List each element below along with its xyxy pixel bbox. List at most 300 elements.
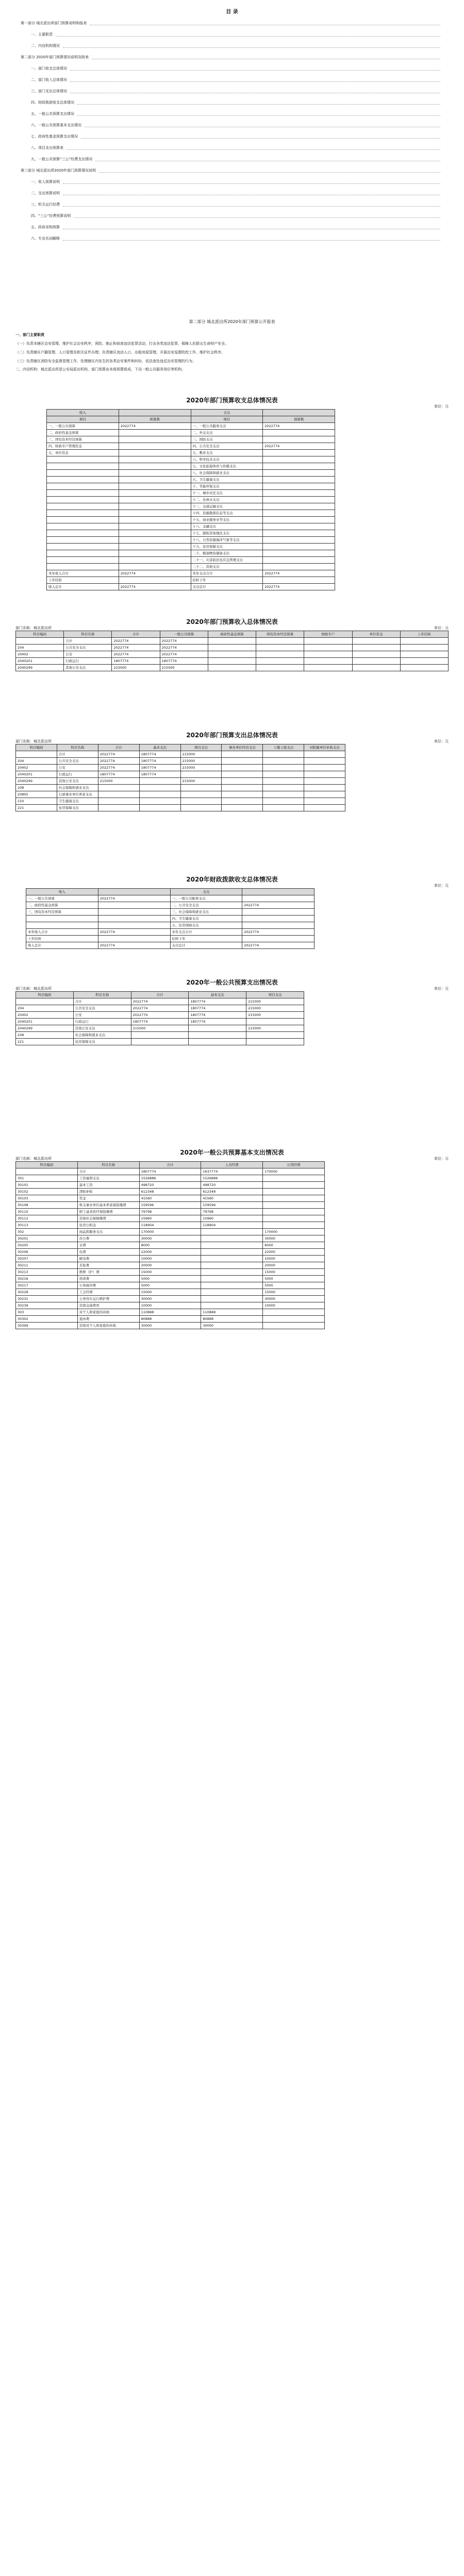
table-cell: 其他公安支出 — [73, 1025, 131, 1031]
column-header: 科目名称 — [64, 631, 112, 637]
table-cell: 5000 — [139, 1275, 201, 1282]
table-row — [16, 1322, 325, 1329]
table-cell — [201, 1282, 263, 1289]
table-cell — [256, 657, 304, 664]
table-cell: 2022774 — [160, 637, 208, 644]
table-row — [16, 1289, 325, 1295]
table2-title: 2020年部门预算收入总体情况表 — [186, 618, 278, 625]
table-row — [47, 516, 335, 523]
table-cell: 210 — [16, 798, 57, 804]
table-cell: 1526886 — [201, 1175, 263, 1181]
table-cell — [263, 751, 304, 757]
table-cell — [304, 637, 352, 644]
table-cell: 二、政府性基金预算 — [47, 429, 119, 436]
table3 — [15, 744, 345, 811]
table-cell — [47, 516, 119, 523]
table-cell: 卫生健康支出 — [57, 798, 98, 804]
toc-list — [21, 18, 443, 244]
table-row — [26, 922, 314, 928]
table-cell — [242, 908, 314, 915]
table-cell — [263, 1208, 325, 1215]
table-cell: 退休费 — [77, 1315, 139, 1322]
table-cell: 2040299 — [16, 1025, 74, 1031]
table-row — [47, 563, 335, 570]
table1-block — [15, 397, 449, 590]
table-cell — [263, 757, 304, 764]
table-cell — [208, 651, 256, 657]
table-cell: 三、国有资本经营预算 — [26, 908, 98, 915]
table-cell — [246, 1018, 304, 1025]
table-cell: 公务接待费 — [77, 1282, 139, 1289]
toc-item-label: 二、支出预算说明 — [31, 191, 60, 195]
table-cell: 工资福利支出 — [77, 1175, 139, 1181]
table-cell — [139, 798, 180, 804]
table-cell — [119, 483, 191, 489]
table-cell — [201, 1302, 263, 1309]
table-cell: 1807774 — [112, 657, 160, 664]
table-cell: 2022774 — [119, 570, 191, 577]
table5-dept: 部门名称：城北派出所 — [15, 987, 52, 991]
table-cell — [201, 1248, 263, 1255]
table-cell — [189, 1025, 246, 1031]
table-cell: 30205 — [16, 1242, 78, 1248]
column-header: 国有资本经营预算 — [256, 631, 304, 637]
table-cell: 一、一般公共服务支出 — [170, 895, 242, 902]
table-cell: 本年收入合计 — [47, 570, 119, 577]
table-cell: 20000 — [263, 1262, 325, 1268]
column-header: 科目编码 — [16, 1161, 78, 1168]
table-cell — [201, 1255, 263, 1262]
table-cell: 118904 — [201, 1222, 263, 1228]
table-header-row — [16, 744, 345, 751]
table-cell — [263, 489, 335, 496]
table-cell — [16, 1168, 78, 1175]
table-cell: 215000 — [246, 1005, 304, 1011]
toc-item[interactable] — [21, 210, 443, 222]
table-cell: 20805 — [16, 791, 57, 798]
table-row — [47, 530, 335, 536]
toc-item-label: 二、部门收入总体情况 — [31, 77, 67, 82]
table-cell: 商品和服务支出 — [77, 1228, 139, 1235]
column-header — [242, 888, 314, 895]
table-cell — [119, 577, 191, 583]
table-cell — [263, 1222, 325, 1228]
toc-item[interactable] — [21, 52, 443, 63]
table-cell: 十四、资源勘探信息等支出 — [191, 510, 263, 516]
table6 — [15, 1161, 325, 1329]
table-cell — [352, 657, 400, 664]
table-cell: 118904 — [139, 1222, 201, 1228]
table-cell: 8000 — [263, 1242, 325, 1248]
table-cell — [256, 644, 304, 651]
table-cell — [98, 922, 170, 928]
table-cell — [47, 563, 119, 570]
table-cell — [180, 804, 222, 811]
column-header: 上年结转 — [400, 631, 448, 637]
table-cell: 30201 — [16, 1235, 78, 1242]
table-row — [26, 942, 314, 948]
toc-item[interactable] — [21, 97, 443, 108]
table-cell: 2022774 — [131, 998, 189, 1005]
table-cell — [246, 1031, 304, 1038]
table-cell: 30000 — [263, 1235, 325, 1242]
table-cell — [119, 443, 191, 449]
table-header-row — [47, 416, 335, 422]
paragraph: 二、内设机构：城北派出所是公安局派出机构，部门预算由本级预算组成，下设一般公共服务岗位等机构。 — [15, 367, 185, 372]
table-cell: 一、一般公共预算 — [47, 422, 119, 429]
table-cell: 2040299 — [16, 664, 64, 671]
table-cell — [222, 771, 263, 777]
toc-item[interactable] — [21, 40, 443, 52]
table-cell — [26, 915, 98, 922]
table-cell: 培训费 — [77, 1275, 139, 1282]
toc-item[interactable] — [21, 108, 443, 120]
toc-item-label: 五、一般公共预算支出情况 — [31, 111, 74, 116]
table-cell: 合计 — [64, 637, 112, 644]
table-cell — [352, 637, 400, 644]
table-cell — [47, 456, 119, 463]
table-row — [47, 496, 335, 503]
toc-item[interactable] — [21, 120, 443, 131]
table-cell: 公安 — [57, 764, 98, 771]
table-cell: 1807774 — [139, 1168, 201, 1175]
table-cell: 2022774 — [263, 570, 335, 577]
table-cell: 204 — [16, 644, 64, 651]
table-cell — [263, 1215, 325, 1222]
toc-item[interactable] — [21, 86, 443, 97]
table-cell: 215000 — [246, 1025, 304, 1031]
toc-item[interactable] — [21, 233, 443, 244]
table-cell — [263, 510, 335, 516]
table-cell: 15000 — [139, 1289, 201, 1295]
toc-item[interactable] — [21, 199, 443, 210]
table-row — [16, 1242, 325, 1248]
table-row — [16, 1295, 325, 1302]
table-cell: 基本工资 — [77, 1181, 139, 1188]
toc-item-label: 九、一般公共预算“三公”经费支出情况 — [31, 157, 93, 161]
table-cell — [222, 757, 263, 764]
part2-heading: 第二部分 城北派出所2020年部门预算公开报表 — [189, 319, 275, 324]
table2 — [15, 631, 449, 671]
table-cell — [263, 496, 335, 503]
table-row — [47, 577, 335, 583]
toc-leader — [90, 22, 440, 25]
toc-item-label: 第二部分 2020年部门预算情况说明及附表 — [21, 55, 89, 59]
table-cell — [263, 536, 335, 543]
table-row — [16, 1248, 325, 1255]
table-cell — [263, 543, 335, 550]
table-row — [16, 777, 345, 784]
toc-item-label: 五、政府采购预算 — [31, 225, 60, 229]
table-cell: 1807774 — [139, 751, 180, 757]
table-row — [47, 422, 335, 429]
table-cell — [242, 915, 314, 922]
table-row — [16, 1302, 325, 1309]
table-row — [16, 804, 345, 811]
table-cell — [304, 798, 345, 804]
table-cell: 二、政府性基金预算 — [26, 902, 98, 908]
table-cell: 合计 — [57, 751, 98, 757]
table-cell — [400, 664, 448, 671]
table-cell: 结转下年 — [170, 935, 242, 942]
column-header: 项目支出 — [180, 744, 222, 751]
table-cell — [208, 657, 256, 664]
toc-leader — [77, 101, 440, 105]
column-header — [119, 409, 191, 416]
toc-item-label: 一、收入预算说明 — [31, 179, 60, 184]
table-cell — [119, 563, 191, 570]
table-cell: 二、公共安全支出 — [170, 902, 242, 908]
table-row — [16, 1309, 325, 1315]
table-cell — [180, 784, 222, 791]
table6-block — [15, 1149, 449, 1329]
table-cell: 2022774 — [263, 443, 335, 449]
table-cell — [119, 556, 191, 563]
table-cell — [47, 476, 119, 483]
toc-item[interactable] — [21, 154, 443, 165]
table-cell: 8000 — [139, 1242, 201, 1248]
table-cell: 本年收入合计 — [26, 928, 98, 935]
toc-item-label: 一、部门收支总体情况 — [31, 66, 67, 71]
table-cell: 208 — [16, 784, 57, 791]
column-header: 科目编码 — [16, 991, 74, 998]
column-header: 合计 — [131, 991, 189, 998]
table-cell — [131, 1031, 189, 1038]
column-header: 人员经费 — [201, 1161, 263, 1168]
column-header: 科目名称 — [57, 744, 98, 751]
toc-item-label: 七、政府性基金预算支出情况 — [31, 134, 78, 139]
table-cell — [263, 777, 304, 784]
table-row — [16, 1268, 325, 1275]
table-cell — [47, 496, 119, 503]
table-row — [16, 644, 449, 651]
table-cell — [256, 664, 304, 671]
table5-block — [15, 979, 449, 1045]
table-row — [16, 1168, 325, 1175]
table-cell: 204 — [16, 757, 57, 764]
table6-dept: 部门名称：城北派出所 — [15, 1157, 52, 1161]
toc-leader — [74, 214, 440, 218]
table-row — [16, 1181, 325, 1188]
column-header: 上缴上级支出 — [263, 744, 304, 751]
table-cell: 20402 — [16, 651, 64, 657]
table-cell: 215000 — [246, 1011, 304, 1018]
table-cell: 社会保障和就业支出 — [73, 1031, 131, 1038]
table-cell — [304, 644, 352, 651]
table-cell: 30211 — [16, 1262, 78, 1268]
table-cell — [242, 895, 314, 902]
toc-item-label: 二、内设机构情况 — [31, 43, 60, 48]
table-cell: 社会保障和就业支出 — [57, 784, 98, 791]
table-cell — [16, 751, 57, 757]
table-header-row — [47, 409, 335, 416]
toc-item[interactable] — [21, 131, 443, 142]
table-cell: 行政运行 — [57, 771, 98, 777]
toc-leader — [63, 237, 440, 241]
table-cell: 208 — [16, 1031, 74, 1038]
table-row — [26, 902, 314, 908]
column-header: 预算数 — [119, 416, 191, 422]
table-row — [26, 895, 314, 902]
table-cell: 30000 — [139, 1295, 201, 1302]
table-cell: 合计 — [73, 998, 131, 1005]
table-cell: 办公费 — [77, 1235, 139, 1242]
table-cell — [119, 449, 191, 456]
table-cell — [222, 751, 263, 757]
table-cell: 5000 — [263, 1282, 325, 1289]
table-cell — [304, 791, 345, 798]
toc-item[interactable] — [21, 18, 443, 29]
section1-paragraphs — [15, 341, 449, 372]
table-cell: 2022774 — [119, 583, 191, 590]
table-cell — [98, 935, 170, 942]
table-cell: 10000 — [263, 1255, 325, 1262]
table-cell: 15960 — [201, 1215, 263, 1222]
column-header: 科目名称 — [73, 991, 131, 998]
toc-item[interactable] — [21, 176, 443, 188]
table-cell: 其他社会保障缴费 — [77, 1215, 139, 1222]
table6-unit: 单位：元 — [434, 1157, 449, 1161]
toc-item[interactable] — [21, 222, 443, 233]
table-cell: 1526886 — [139, 1175, 201, 1181]
toc-item[interactable] — [21, 165, 443, 176]
table-cell: 30000 — [263, 1295, 325, 1302]
table-cell — [263, 530, 335, 536]
table-cell — [263, 791, 304, 798]
table-cell: 30231 — [16, 1295, 78, 1302]
table-cell: 15000 — [263, 1289, 325, 1295]
table-cell: 30103 — [16, 1195, 78, 1201]
toc-item[interactable] — [21, 142, 443, 154]
table-cell: 80888 — [139, 1315, 201, 1322]
toc-item-label: 四、“三公”经费预算说明 — [31, 213, 71, 218]
column-header: 一般公共预算 — [160, 631, 208, 637]
toc-item[interactable] — [21, 29, 443, 40]
table-cell: 215000 — [131, 1025, 189, 1031]
column-header: 合计 — [112, 631, 160, 637]
table-cell: 22000 — [139, 1248, 201, 1255]
table-row — [16, 1031, 304, 1038]
table-row — [47, 556, 335, 563]
table-row — [47, 476, 335, 483]
table3-block — [15, 732, 449, 811]
toc-leader — [70, 78, 440, 82]
table-row — [16, 1262, 325, 1268]
table-cell: 215000 — [180, 751, 222, 757]
table-cell: 30207 — [16, 1255, 78, 1262]
table-cell — [139, 791, 180, 798]
table-cell: 10000 — [139, 1302, 201, 1309]
toc-item[interactable] — [21, 188, 443, 199]
table-cell — [98, 791, 139, 798]
table-cell: 221 — [16, 1038, 74, 1045]
table-cell: 2022774 — [112, 651, 160, 657]
table-cell: 30101 — [16, 1181, 78, 1188]
table-row — [47, 583, 335, 590]
toc-item-label: 一、主要职责 — [31, 32, 53, 37]
table-cell — [16, 998, 74, 1005]
table-cell: 2022774 — [98, 757, 139, 764]
table-cell: 其他公安支出 — [64, 664, 112, 671]
table-cell: 20402 — [16, 1011, 74, 1018]
table3-dept: 部门名称：城北派出所 — [15, 739, 52, 743]
table-cell: 公共安全支出 — [64, 644, 112, 651]
table-cell — [201, 1268, 263, 1275]
column-header: 基本支出 — [189, 991, 246, 998]
table-cell: 二十、粮油物资储备支出 — [191, 550, 263, 556]
table-cell — [304, 664, 352, 671]
toc-leader — [63, 203, 440, 207]
table-cell — [222, 791, 263, 798]
table-cell — [47, 503, 119, 510]
table-cell: 五、住房保障支出 — [170, 922, 242, 928]
table-cell — [263, 550, 335, 556]
table-row — [16, 1215, 325, 1222]
toc-item-label: 六、专业名词解释 — [31, 236, 60, 241]
table4-title: 2020年财政拨款收支总体情况表 — [186, 876, 278, 883]
toc-leader — [63, 192, 440, 195]
table-cell — [263, 1201, 325, 1208]
toc-leader — [63, 44, 440, 48]
table-cell: 1807774 — [160, 657, 208, 664]
table-row — [47, 510, 335, 516]
table-row — [16, 664, 449, 671]
table-cell: 2022774 — [112, 644, 160, 651]
table-cell: 2022774 — [119, 422, 191, 429]
table-cell: 1807774 — [189, 1011, 246, 1018]
table-cell: 对个人和家庭的补助 — [77, 1309, 139, 1315]
table-row — [16, 1018, 304, 1025]
table-cell: 公安 — [64, 651, 112, 657]
table-cell: 公共安全支出 — [57, 757, 98, 764]
table-cell: 612348 — [201, 1188, 263, 1195]
table4-unit: 单位：元 — [434, 884, 449, 888]
column-header: 项目 — [47, 416, 119, 422]
table-cell — [222, 764, 263, 771]
paragraph: （一）负责本辖区治安管理，维护社会治安秩序，预防、制止和侦查违法犯罪活动，打击各类违法犯罪，保障人民群众生命财产安全。 — [15, 341, 228, 346]
table-row — [16, 1038, 304, 1045]
table-cell: 30102 — [16, 1188, 78, 1195]
table-cell — [263, 516, 335, 523]
table-row — [47, 570, 335, 577]
table-cell — [352, 651, 400, 657]
table-cell: 八、社会保障和就业支出 — [191, 469, 263, 476]
toc-item[interactable] — [21, 74, 443, 86]
table-cell: 2022774 — [98, 751, 139, 757]
table-cell — [119, 536, 191, 543]
column-header: 收入 — [26, 888, 98, 895]
table-cell — [98, 804, 139, 811]
table-cell — [119, 523, 191, 530]
table-cell — [263, 523, 335, 530]
table-row — [16, 1315, 325, 1322]
table-row — [16, 1255, 325, 1262]
toc-item[interactable] — [21, 63, 443, 74]
table-cell — [400, 651, 448, 657]
table-cell — [47, 469, 119, 476]
table-cell: 邮电费 — [77, 1255, 139, 1262]
table-cell: 30000 — [201, 1322, 263, 1329]
table-cell — [47, 556, 119, 563]
toc-item-label: 第三部分 城北派出所2020年部门预算情况说明 — [21, 168, 96, 173]
table-cell — [222, 777, 263, 784]
column-header: 公用经费 — [263, 1161, 325, 1168]
table-row — [16, 1228, 325, 1235]
table-cell — [263, 449, 335, 456]
table-cell: 159596 — [139, 1201, 201, 1208]
paragraph: （三）负责辖区消防安全监督管理工作，处理辖区内发生的各类治安案件和纠纷，依法查处违反治安管理的行为。 — [15, 359, 196, 363]
table-cell: 30108 — [16, 1201, 78, 1208]
